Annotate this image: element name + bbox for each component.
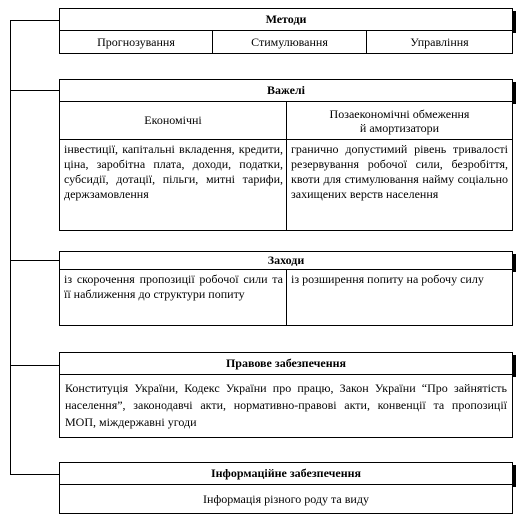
methods-block	[59, 8, 513, 54]
connector-levers	[10, 90, 59, 91]
legal-text: Конституція України, Кодекс України про працю, Закон України “Про зайнятість населення”, законодавчі акти, нормативно-правові акти, конвенції та пропозиції МОП, міждержавні угоди	[65, 381, 507, 429]
legal-body	[59, 374, 513, 438]
divider	[286, 270, 287, 325]
measures-title: Заходи	[59, 251, 513, 269]
connector-spine	[10, 20, 11, 474]
method-item: Стимулювання	[251, 34, 328, 49]
levers-title: Важелі	[59, 79, 513, 101]
measures-col1-text: із скорочення пропозиції робочої сили та її наближення до структури попиту	[64, 272, 283, 301]
methods-row	[59, 30, 513, 54]
info-title: Інформаційне забезпечення	[59, 462, 513, 484]
measures-table	[59, 269, 513, 326]
levers-col2-header: Позаекономічні обмеження й амортизатори	[329, 106, 470, 135]
info-text: Інформація різного роду та виду	[203, 491, 369, 506]
info-body	[59, 484, 513, 514]
levers-table	[59, 101, 513, 231]
methods-title: Методи	[59, 8, 513, 30]
measures-block	[59, 251, 513, 326]
levers-col1-text: інвестиції, капітальні вкладення, кредити, ціна, заробітна плата, доходи, податки, субсидії, дотації, пільги, митні тарифи, держзамовлення	[64, 142, 283, 201]
legal-block	[59, 352, 513, 438]
measures-col2-text: із розширення попиту на робочу силу	[291, 272, 484, 286]
connector-info	[10, 474, 59, 475]
method-item: Прогнозування	[97, 34, 175, 49]
method-item: Управління	[410, 34, 469, 49]
levers-block	[59, 79, 513, 231]
info-block	[59, 462, 513, 514]
legal-title: Правове забезпечення	[59, 352, 513, 374]
levers-col1-header: Економічні	[144, 113, 202, 127]
connector-measures	[10, 260, 59, 261]
levers-col2-text: гранично допустимий рівень тривалості резервування робочої сили, безробіття, квоти для стимулювання найму соціально захищених верств населення	[291, 142, 508, 201]
connector-legal	[10, 365, 59, 366]
connector-methods	[10, 20, 59, 21]
divider	[60, 139, 512, 140]
